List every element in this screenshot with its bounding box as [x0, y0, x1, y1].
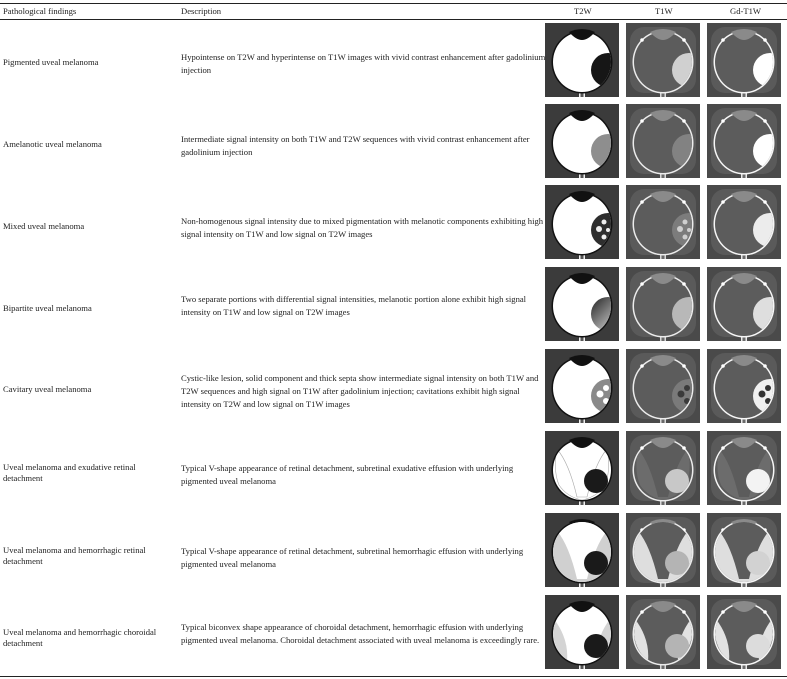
table-bottom-rule: [0, 676, 787, 677]
gd-t1w-mri-image: [707, 349, 781, 423]
t2w-mri-image: [545, 513, 619, 587]
t1w-mri-image: [626, 349, 700, 423]
finding-label: Uveal melanoma and hemorrhagic choroidal detachment: [3, 627, 157, 648]
finding-label: Amelanotic uveal melanoma: [3, 139, 102, 149]
t1w-mri-image: [626, 185, 700, 259]
col-header-gd-t1w: Gd-T1W: [730, 6, 762, 16]
gd-t1w-mri-image: [707, 23, 781, 97]
finding-label: Bipartite uveal melanoma: [3, 303, 92, 313]
finding-label: Pigmented uveal melanoma: [3, 57, 99, 67]
description-text: Typical V-shape appearance of retinal detachment, subretinal hemorrhagic effusion with underlying pigmented uveal melanoma: [181, 546, 524, 569]
t2w-mri-image: [545, 431, 619, 505]
description-text: Intermediate signal intensity on both T1W and T2W sequences with vivid contrast enhancement after gadolinium injection: [181, 134, 530, 157]
t1w-mri-image: [626, 513, 700, 587]
description-text: Cystic-like lesion, solid component and thick septa show intermediate signal intensity on both T1W and T2W sequences and high signal on T1W after gadolinium injection; cavitations exhibit high signal intensity on T2W and low signal on T1W images: [181, 373, 539, 409]
gd-t1w-mri-image: [707, 431, 781, 505]
t1w-mri-image: [626, 267, 700, 341]
gd-t1w-mri-image: [707, 267, 781, 341]
t1w-mri-image: [626, 104, 700, 178]
gd-t1w-mri-image: [707, 185, 781, 259]
t2w-mri-image: [545, 104, 619, 178]
finding-label: Cavitary uveal melanoma: [3, 384, 92, 394]
finding-label: Uveal melanoma and exudative retinal detachment: [3, 462, 136, 483]
col-header-findings: Pathological findings: [3, 6, 77, 16]
t2w-mri-image: [545, 595, 619, 669]
finding-label: Uveal melanoma and hemorrhagic retinal detachment: [3, 545, 146, 566]
t2w-mri-image: [545, 267, 619, 341]
gd-t1w-mri-image: [707, 595, 781, 669]
gd-t1w-mri-image: [707, 513, 781, 587]
description-text: Hypointense on T2W and hyperintense on T1W images with vivid contrast enhancement after gadolinium injection: [181, 52, 546, 75]
col-header-t2w: T2W: [574, 6, 592, 16]
table-top-rule: [0, 3, 787, 4]
header-bottom-rule: [0, 19, 787, 20]
t2w-mri-image: [545, 185, 619, 259]
t2w-mri-image: [545, 23, 619, 97]
t1w-mri-image: [626, 23, 700, 97]
t1w-mri-image: [626, 595, 700, 669]
t1w-mri-image: [626, 431, 700, 505]
description-text: Two separate portions with differential signal intensities, melanotic portion alone exhibit high signal intensity on T1W and low signal on T2W images: [181, 294, 527, 317]
description-text: Non-homogenous signal intensity due to mixed pigmentation with melanotic components exhibiting high signal intensity on T1W and low signal on T2W images: [181, 216, 544, 239]
description-text: Typical V-shape appearance of retinal detachment, subretinal exudative effusion with underlying pigmented uveal melanoma: [181, 463, 514, 486]
t2w-mri-image: [545, 349, 619, 423]
gd-t1w-mri-image: [707, 104, 781, 178]
finding-label: Mixed uveal melanoma: [3, 221, 85, 231]
col-header-t1w: T1W: [655, 6, 673, 16]
col-header-description: Description: [181, 6, 222, 16]
description-text: Typical biconvex shape appearance of choroidal detachment, hemorrhagic effusion with underlying pigmented uveal melanoma. Choroidal detachment associated with uveal melanoma is exceedingly rare.: [181, 622, 540, 645]
